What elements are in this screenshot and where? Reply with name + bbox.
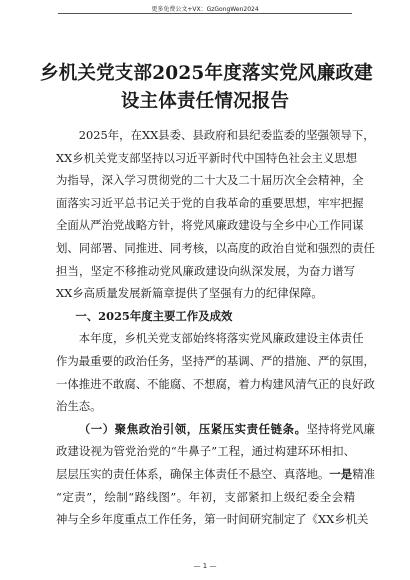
body-text: 精准: [352, 466, 375, 481]
body-line: 全面从严治党战略方针，将党风廉政建设与全乡中心工作同谋: [56, 218, 364, 233]
body-text: 层层压实的责任体系，确保主体责任不悬空、真落地。: [56, 466, 330, 481]
subsection-line: [56, 418, 375, 441]
body-line: 2025年，在XX县委、县政府和县纪委监委的坚强领导下，: [78, 128, 375, 142]
body-line: 作为最重要的政治任务，坚持严的基调、严的措施、严的氛围，: [56, 353, 375, 368]
body-line: 治生态。: [56, 399, 102, 414]
body-line: [56, 463, 375, 486]
page-header: 更多免费公文+VX：GzGongWen2024: [151, 6, 259, 13]
section-heading: 一、2025年度主要工作及成效: [75, 308, 233, 323]
page-number: — 1 —: [193, 562, 217, 570]
body-line: 政建设视为管党治党的“牛鼻子”工程，通过构建环环相扣、: [56, 444, 355, 459]
document-body: [56, 124, 375, 531]
body-line: 划、同部署、同推进、同考核，以高度的政治自觉和强烈的责任: [56, 240, 375, 255]
document-title: [40, 60, 373, 116]
body-line: XX乡机关党支部坚持以习近平新时代中国特色社会主义思想: [56, 150, 357, 165]
header-rule: [58, 13, 352, 14]
subsection-text: 坚持将党风廉: [306, 421, 375, 436]
body-line: 担当，坚定不移推动党风廉政建设向纵深发展，为奋力谱写: [56, 263, 355, 278]
body-line: 面落实习近平总书记关于党的自我革命的重要思想，牢牢把握: [56, 195, 364, 210]
title-line-2: 设主体责任情况报告: [120, 91, 290, 112]
body-line: 一体推进不敢腐、不能腐、不想腐，着力构建风清气正的良好政: [56, 376, 375, 391]
title-line-1: 乡机关党支部2025年度落实党风廉政建: [40, 63, 373, 84]
body-line: 为指导，深入学习贯彻党的二十大及二十届历次全会精神，全: [56, 173, 364, 188]
body-line: 本年度，乡机关党支部始终将落实党风廉政建设主体责任: [78, 331, 364, 346]
body-line: 神与全乡年度重点工作任务，第一时间研究制定了《XX乡机关: [56, 512, 369, 527]
emphasis-text: 一是: [329, 466, 353, 481]
subsection-heading: （一）聚焦政治引领，压紧压实责任链条。: [78, 421, 307, 436]
body-line: XX乡高质量发展新篇章提供了坚强有力的纪律保障。: [56, 286, 323, 301]
body-line: “定责”，绘制“路线图”。年初，支部紧扣上级纪委全会精: [56, 489, 355, 504]
